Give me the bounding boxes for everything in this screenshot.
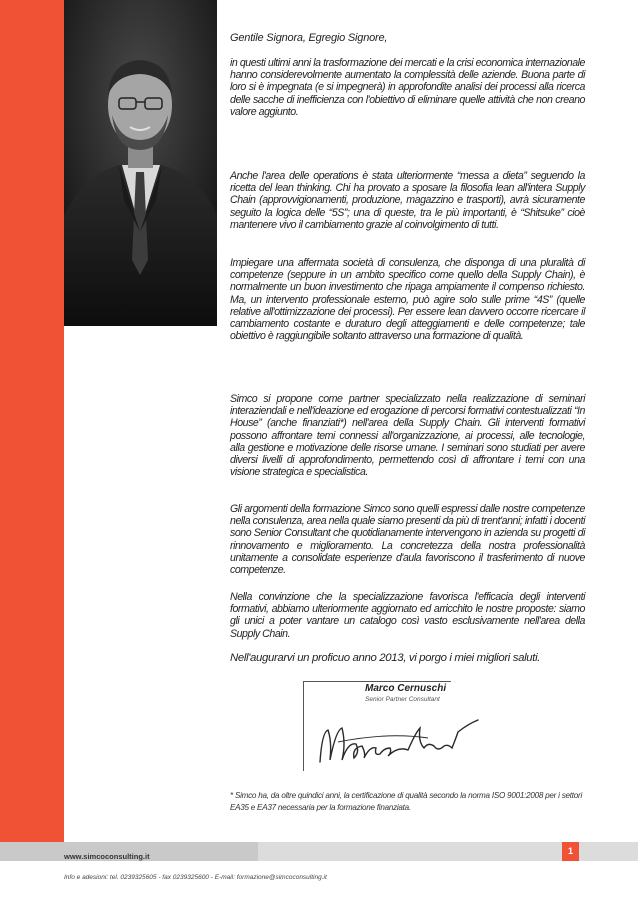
letter-paragraph: Simco si propone come partner specializzato nella realizzazione di seminari interaziendali e nell'ideazione ed erogazione di percorsi formativi contestualizzati “In House” (anche finanziati*) nell'area della Supply Chain. Gli interventi formativi possono affrontare temi connessi all'organizzazione, ai processi, alle tecnologie, alla gestione e motivazione delle risorse umane. I seminari sono studiati per avere diversi livelli di approfondimento, permettendo così di affrontare i temi con una visione strategica e specialistica. bbox=[230, 393, 585, 479]
contact-info: Info e adesioni: tel. 0239325605 - fax 0239325600 - E-mail: formazione@simcoconsulting.it bbox=[64, 874, 327, 881]
letter-paragraph: in questi ultimi anni la trasformazione dei mercati e la crisi economica internazionale hanno considerevolmente aumentato la complessità delle aziende. Buona parte di loro si è impegnata (e si impegnerà) in approfondite analisi dei processi alla ricerca delle sacche di inefficienza con l'obiettivo di eliminare quelle attività che non creano valore aggiunto. bbox=[230, 57, 585, 118]
page-footer bbox=[0, 842, 638, 903]
letter-paragraph: Nella convinzione che la specializzazione favorisca l'efficacia degli interventi formativi, abbiamo ulteriormente aggiornato ed arricchito le nostre proposte: siamo gli unici a poter vantare un catalogo così vasto esclusivamente nell'area della Supply Chain. bbox=[230, 591, 585, 640]
page-number: 1 bbox=[562, 842, 579, 861]
red-accent-band bbox=[0, 0, 64, 842]
author-portrait bbox=[64, 0, 217, 326]
signatory-role: Senior Partner Consultant bbox=[365, 696, 440, 703]
signature-block bbox=[303, 680, 493, 774]
website-link[interactable]: www.simcoconsulting.it bbox=[64, 852, 150, 861]
certification-footnote: * Simco ha, da oltre quindici anni, la certificazione di qualità secondo la norma ISO 9001:2008 per i settori EA35 e EA37 necessaria per la formazione finanziata. bbox=[230, 791, 582, 812]
handwritten-signature bbox=[308, 702, 488, 772]
signature-divider bbox=[303, 681, 451, 682]
closing-line: Nell'augurarvi un proficuo anno 2013, vi porgo i miei migliori saluti. bbox=[230, 652, 541, 664]
letter-paragraph: Anche l'area delle operations è stata ulteriormente “messa a dieta” seguendo la ricetta del lean thinking. Chi ha provato a sposare la filosofia lean all'intera Supply Chain (approvvigionamenti, produzione, magazzino e trasporti), avrà sicuramente seguito la logica delle “5S”; una di queste, tra le più importanti, è “Shitsuke” cioè mantenere vivo il cambiamento grazie al coinvolgimento di tutti. bbox=[230, 170, 585, 231]
letter-paragraph: Impiegare una affermata società di consulenza, che disponga di una pluralità di competenze (seppure in un ambito specifico come quello della Supply Chain), è normalmente un buon investimento che ripaga ampiamente il compenso richiesto. Ma, un intervento professionale esterno, può agire solo sulle prime “4S” (quelle relative all'ottimizzazione dei processi). Per essere lean davvero occorre ricercare il cambiamento costante e duraturo degli atteggiamenti e delle competenze; tale obiettivo è raggiungibile soltanto attraverso una formazione di qualità. bbox=[230, 257, 585, 343]
signatory-name: Marco Cernuschi bbox=[365, 683, 447, 694]
salutation: Gentile Signora, Egregio Signore, bbox=[230, 32, 388, 44]
signature-divider-vertical bbox=[303, 681, 304, 771]
letter-paragraph: Gli argomenti della formazione Simco sono quelli espressi dalle nostre competenze nella consulenza, area nella quale siamo presenti da più di trent'anni; infatti i docenti sono Senior Consultant che quotidianamente intervengono in azienda su progetti di rinnovamento e miglioramento. La concretezza della nostra professionalità unitamente a consolidate esperienze d'aula favoriscono il trasferimento di nuove competenze. bbox=[230, 503, 585, 577]
